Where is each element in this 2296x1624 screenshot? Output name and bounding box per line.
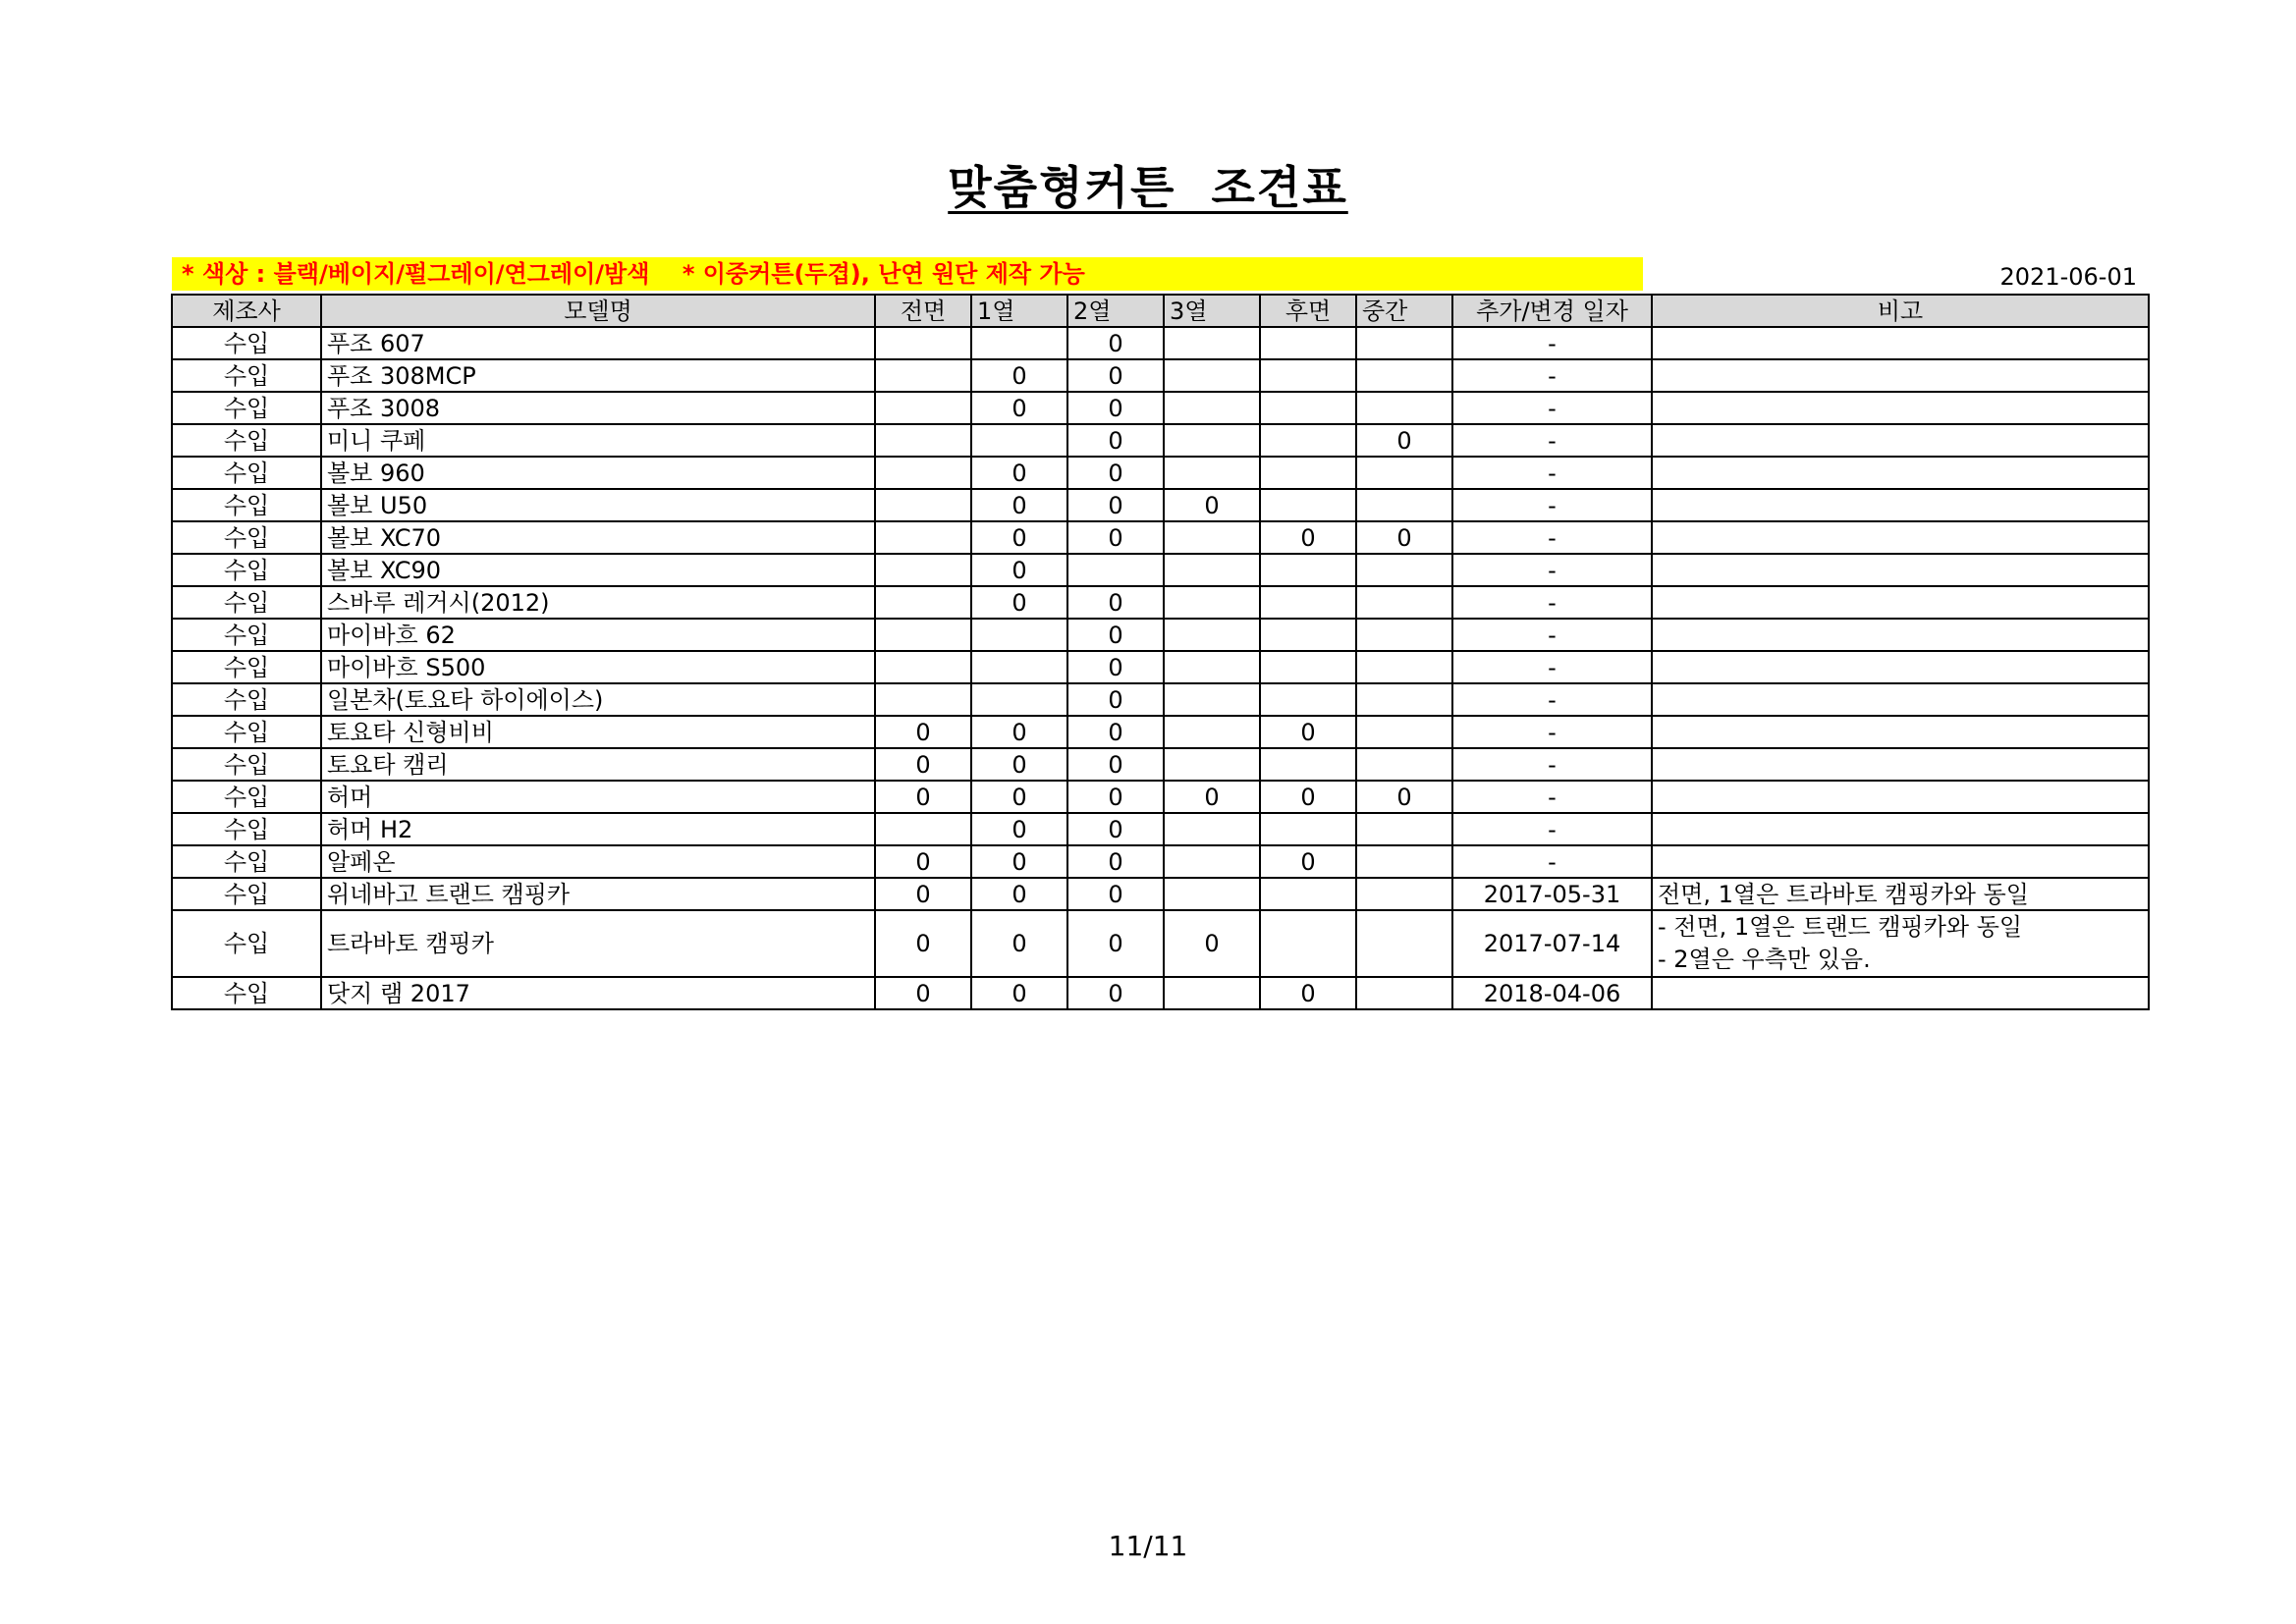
cell-rear: 0 <box>1260 845 1356 878</box>
table-row <box>172 878 2149 910</box>
cell-row1: 0 <box>971 977 1067 1009</box>
cell-date: - <box>1452 359 1652 392</box>
table-body <box>172 327 2149 1009</box>
table-row <box>172 457 2149 489</box>
cell-model: 닷지 램 2017 <box>321 977 875 1009</box>
cell-row1: 0 <box>971 813 1067 845</box>
cell-row1 <box>971 619 1067 651</box>
cell-maker: 수입 <box>172 683 321 716</box>
cell-front: 0 <box>875 878 971 910</box>
cell-middle <box>1356 878 1452 910</box>
cell-maker: 수입 <box>172 813 321 845</box>
cell-model: 위네바고 트랜드 캠핑카 <box>321 878 875 910</box>
cell-note <box>1652 586 2149 619</box>
cell-date: - <box>1452 845 1652 878</box>
cell-maker: 수입 <box>172 489 321 521</box>
cell-row1: 0 <box>971 845 1067 878</box>
cell-row2: 0 <box>1067 977 1164 1009</box>
cell-row1: 0 <box>971 457 1067 489</box>
cell-note <box>1652 845 2149 878</box>
cell-row3 <box>1164 359 1260 392</box>
table-row <box>172 748 2149 781</box>
cell-maker: 수입 <box>172 457 321 489</box>
cell-date: - <box>1452 457 1652 489</box>
cell-front <box>875 457 971 489</box>
cell-row2: 0 <box>1067 813 1164 845</box>
table-row <box>172 327 2149 359</box>
cell-model: 볼보 U50 <box>321 489 875 521</box>
cell-rear <box>1260 910 1356 977</box>
cell-middle <box>1356 489 1452 521</box>
cell-row2: 0 <box>1067 424 1164 457</box>
cell-maker: 수입 <box>172 977 321 1009</box>
cell-row1 <box>971 424 1067 457</box>
cell-note: 전면, 1열은 트라바토 캠핑카와 동일 <box>1652 878 2149 910</box>
cell-row1: 0 <box>971 489 1067 521</box>
cell-maker: 수입 <box>172 716 321 748</box>
cell-front: 0 <box>875 977 971 1009</box>
table-row <box>172 586 2149 619</box>
cell-row2: 0 <box>1067 489 1164 521</box>
cell-model: 토요타 신형비비 <box>321 716 875 748</box>
cell-row1: 0 <box>971 781 1067 813</box>
cell-date: - <box>1452 683 1652 716</box>
cell-maker: 수입 <box>172 392 321 424</box>
cell-model: 알페온 <box>321 845 875 878</box>
cell-model: 볼보 XC70 <box>321 521 875 554</box>
cell-front <box>875 554 971 586</box>
cell-date: - <box>1452 489 1652 521</box>
cell-rear <box>1260 586 1356 619</box>
cell-maker: 수입 <box>172 910 321 977</box>
table-row <box>172 489 2149 521</box>
page-title: 맞춤형커튼 조견표 <box>948 161 1348 214</box>
cell-note <box>1652 781 2149 813</box>
cell-model: 볼보 960 <box>321 457 875 489</box>
cell-model: 스바루 레거시(2012) <box>321 586 875 619</box>
cell-maker: 수입 <box>172 781 321 813</box>
cell-note <box>1652 977 2149 1009</box>
cell-note <box>1652 683 2149 716</box>
cell-row2: 0 <box>1067 327 1164 359</box>
cell-row1: 0 <box>971 554 1067 586</box>
cell-front <box>875 683 971 716</box>
cell-row2: 0 <box>1067 651 1164 683</box>
cell-row2: 0 <box>1067 521 1164 554</box>
cell-row2: 0 <box>1067 716 1164 748</box>
cell-front <box>875 586 971 619</box>
cell-note <box>1652 489 2149 521</box>
cell-row2: 0 <box>1067 586 1164 619</box>
cell-front: 0 <box>875 716 971 748</box>
cell-note <box>1652 457 2149 489</box>
cell-row2: 0 <box>1067 910 1164 977</box>
color-options-banner: * 색상 : 블랙/베이지/펄그레이/연그레이/밤색 * 이중커튼(두겹), 난연 원단 제작 가능 <box>172 257 1643 291</box>
table-row <box>172 651 2149 683</box>
cell-middle: 0 <box>1356 781 1452 813</box>
cell-rear <box>1260 457 1356 489</box>
cell-note <box>1652 327 2149 359</box>
cell-rear <box>1260 683 1356 716</box>
cell-note <box>1652 651 2149 683</box>
cell-note <box>1652 392 2149 424</box>
cell-row3: 0 <box>1164 489 1260 521</box>
cell-row2: 0 <box>1067 878 1164 910</box>
cell-row2: 0 <box>1067 392 1164 424</box>
cell-row3 <box>1164 327 1260 359</box>
header-middle: 중간 <box>1356 295 1452 327</box>
cell-rear: 0 <box>1260 977 1356 1009</box>
header-row2: 2열 <box>1067 295 1164 327</box>
cell-note <box>1652 554 2149 586</box>
cell-maker: 수입 <box>172 327 321 359</box>
cell-rear <box>1260 424 1356 457</box>
cell-middle: 0 <box>1356 521 1452 554</box>
cell-model: 마이바흐 62 <box>321 619 875 651</box>
header-date: 추가/변경 일자 <box>1452 295 1652 327</box>
table-header-row <box>172 295 2149 327</box>
cell-rear: 0 <box>1260 781 1356 813</box>
cell-model: 푸조 3008 <box>321 392 875 424</box>
cell-row2: 0 <box>1067 748 1164 781</box>
cell-maker: 수입 <box>172 424 321 457</box>
cell-maker: 수입 <box>172 651 321 683</box>
cell-row3 <box>1164 716 1260 748</box>
cell-front <box>875 813 971 845</box>
header-model: 모델명 <box>321 295 875 327</box>
cell-rear <box>1260 554 1356 586</box>
cell-row2: 0 <box>1067 619 1164 651</box>
cell-row2: 0 <box>1067 781 1164 813</box>
cell-maker: 수입 <box>172 586 321 619</box>
document-date: 2021-06-01 <box>1999 263 2137 291</box>
table-row <box>172 359 2149 392</box>
table-row <box>172 683 2149 716</box>
table-row <box>172 716 2149 748</box>
header-row1: 1열 <box>971 295 1067 327</box>
cell-row3: 0 <box>1164 910 1260 977</box>
cell-model: 볼보 XC90 <box>321 554 875 586</box>
cell-middle <box>1356 619 1452 651</box>
cell-row2 <box>1067 554 1164 586</box>
cell-date: - <box>1452 716 1652 748</box>
cell-row3 <box>1164 977 1260 1009</box>
cell-maker: 수입 <box>172 554 321 586</box>
cell-maker: 수입 <box>172 878 321 910</box>
cell-model: 일본차(토요타 하이에이스) <box>321 683 875 716</box>
table-row <box>172 845 2149 878</box>
cell-note <box>1652 813 2149 845</box>
table-row <box>172 813 2149 845</box>
cell-model: 허머 H2 <box>321 813 875 845</box>
cell-row3 <box>1164 586 1260 619</box>
cell-middle <box>1356 392 1452 424</box>
cell-front: 0 <box>875 910 971 977</box>
page-number: 11/11 <box>1108 1530 1188 1562</box>
cell-row3 <box>1164 845 1260 878</box>
header-rear: 후면 <box>1260 295 1356 327</box>
cell-front <box>875 392 971 424</box>
cell-middle <box>1356 457 1452 489</box>
cell-model: 트라바토 캠핑카 <box>321 910 875 977</box>
cell-front <box>875 359 971 392</box>
cell-date: - <box>1452 424 1652 457</box>
cell-middle <box>1356 813 1452 845</box>
cell-maker: 수입 <box>172 748 321 781</box>
cell-row3 <box>1164 619 1260 651</box>
cell-note <box>1652 910 2149 977</box>
cell-date: - <box>1452 586 1652 619</box>
cell-date: - <box>1452 813 1652 845</box>
cell-row3: 0 <box>1164 781 1260 813</box>
table-row <box>172 424 2149 457</box>
cell-middle <box>1356 554 1452 586</box>
cell-front <box>875 424 971 457</box>
table-row <box>172 392 2149 424</box>
cell-rear <box>1260 748 1356 781</box>
table-row <box>172 521 2149 554</box>
cell-front: 0 <box>875 845 971 878</box>
table-row <box>172 910 2149 977</box>
cell-rear <box>1260 878 1356 910</box>
cell-row1: 0 <box>971 878 1067 910</box>
cell-maker: 수입 <box>172 619 321 651</box>
cell-maker: 수입 <box>172 845 321 878</box>
cell-rear <box>1260 489 1356 521</box>
cell-front <box>875 521 971 554</box>
cell-middle <box>1356 683 1452 716</box>
cell-row1 <box>971 683 1067 716</box>
cell-row3 <box>1164 748 1260 781</box>
cell-rear <box>1260 392 1356 424</box>
cell-date: - <box>1452 651 1652 683</box>
curtain-fitment-table <box>171 294 2150 1010</box>
cell-date: - <box>1452 748 1652 781</box>
cell-row1 <box>971 651 1067 683</box>
cell-rear: 0 <box>1260 716 1356 748</box>
cell-model: 토요타 캠리 <box>321 748 875 781</box>
cell-row3 <box>1164 651 1260 683</box>
cell-maker: 수입 <box>172 521 321 554</box>
cell-middle <box>1356 910 1452 977</box>
cell-model: 마이바흐 S500 <box>321 651 875 683</box>
cell-row3 <box>1164 392 1260 424</box>
cell-row1: 0 <box>971 748 1067 781</box>
cell-rear <box>1260 813 1356 845</box>
cell-front: 0 <box>875 781 971 813</box>
cell-date: 2018-04-06 <box>1452 977 1652 1009</box>
cell-date: - <box>1452 521 1652 554</box>
cell-date: - <box>1452 327 1652 359</box>
header-maker: 제조사 <box>172 295 321 327</box>
cell-row1: 0 <box>971 910 1067 977</box>
cell-model: 미니 쿠페 <box>321 424 875 457</box>
header-front: 전면 <box>875 295 971 327</box>
note-line: - 2열은 우측만 있음. <box>1658 946 1871 973</box>
cell-date: 2017-07-14 <box>1452 910 1652 977</box>
cell-middle <box>1356 359 1452 392</box>
cell-row2: 0 <box>1067 457 1164 489</box>
cell-date: - <box>1452 392 1652 424</box>
cell-note <box>1652 748 2149 781</box>
cell-row2: 0 <box>1067 845 1164 878</box>
note-line: - 전면, 1열은 트랜드 캠핑카와 동일 <box>1658 913 2023 941</box>
cell-row1: 0 <box>971 716 1067 748</box>
cell-row1 <box>971 327 1067 359</box>
cell-front <box>875 327 971 359</box>
cell-rear: 0 <box>1260 521 1356 554</box>
cell-middle: 0 <box>1356 424 1452 457</box>
cell-front <box>875 651 971 683</box>
cell-row1: 0 <box>971 521 1067 554</box>
cell-middle <box>1356 716 1452 748</box>
cell-note <box>1652 521 2149 554</box>
cell-note <box>1652 424 2149 457</box>
table-row <box>172 554 2149 586</box>
cell-rear <box>1260 651 1356 683</box>
cell-row3 <box>1164 554 1260 586</box>
cell-row2: 0 <box>1067 683 1164 716</box>
cell-row3 <box>1164 813 1260 845</box>
cell-middle <box>1356 977 1452 1009</box>
cell-middle <box>1356 327 1452 359</box>
cell-row3 <box>1164 457 1260 489</box>
cell-middle <box>1356 845 1452 878</box>
cell-maker: 수입 <box>172 359 321 392</box>
cell-row1: 0 <box>971 392 1067 424</box>
header-row3: 3열 <box>1164 295 1260 327</box>
cell-model: 허머 <box>321 781 875 813</box>
table-row <box>172 619 2149 651</box>
cell-front: 0 <box>875 748 971 781</box>
cell-model: 푸조 607 <box>321 327 875 359</box>
cell-rear <box>1260 327 1356 359</box>
cell-model: 푸조 308MCP <box>321 359 875 392</box>
cell-middle <box>1356 748 1452 781</box>
cell-front <box>875 489 971 521</box>
cell-date: - <box>1452 554 1652 586</box>
table-row <box>172 977 2149 1009</box>
cell-row3 <box>1164 683 1260 716</box>
cell-note <box>1652 716 2149 748</box>
cell-middle <box>1356 586 1452 619</box>
cell-row3 <box>1164 424 1260 457</box>
cell-date: 2017-05-31 <box>1452 878 1652 910</box>
cell-row2: 0 <box>1067 359 1164 392</box>
cell-row3 <box>1164 878 1260 910</box>
cell-date: - <box>1452 619 1652 651</box>
cell-row3 <box>1164 521 1260 554</box>
cell-rear <box>1260 619 1356 651</box>
cell-note <box>1652 359 2149 392</box>
cell-date: - <box>1452 781 1652 813</box>
table-row <box>172 781 2149 813</box>
cell-front <box>875 619 971 651</box>
header-note: 비고 <box>1652 295 2149 327</box>
cell-middle <box>1356 651 1452 683</box>
cell-row1: 0 <box>971 586 1067 619</box>
cell-note <box>1652 619 2149 651</box>
cell-row1: 0 <box>971 359 1067 392</box>
cell-rear <box>1260 359 1356 392</box>
